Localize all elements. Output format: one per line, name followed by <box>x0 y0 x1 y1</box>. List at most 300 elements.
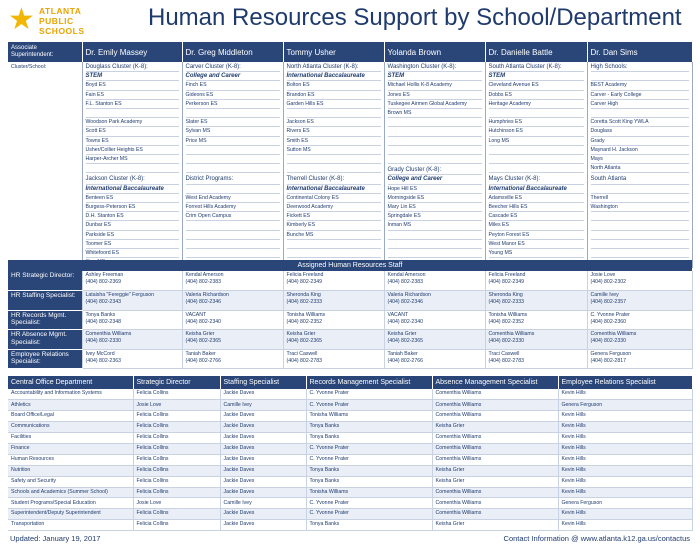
staff-phone: (404) 802-2369 <box>85 279 121 286</box>
staff-name: Comenthia Williams <box>85 331 132 337</box>
table-row <box>8 400 692 411</box>
cluster-program: College and Career <box>186 72 280 81</box>
school-name <box>186 240 280 249</box>
table-cell: Human Resources <box>8 454 133 465</box>
school-name: Dobbs ES <box>489 91 584 100</box>
school-name: Bunche MS <box>287 231 381 240</box>
cluster-block <box>591 63 689 173</box>
table-cell: Superintendent/Deputy Superintendent <box>8 509 133 520</box>
cluster-program <box>186 185 280 194</box>
cluster-name: South Atlanta <box>591 175 689 184</box>
school-name <box>591 109 689 118</box>
staff-contact <box>384 310 485 330</box>
cluster-program: STEM <box>388 72 482 81</box>
table-cell: Facilities <box>8 433 133 444</box>
table-cell: Kevin Hills <box>558 411 692 422</box>
table-cell: Comenthia Williams <box>432 389 558 400</box>
staff-phone: (404) 802-2383 <box>387 279 423 286</box>
table-cell: Kevin Hills <box>558 443 692 454</box>
staff-name: Felicia Freeland <box>488 272 526 278</box>
cluster-program: International Baccalaureate <box>86 185 179 194</box>
table-cell: Comenthia Williams <box>432 509 558 520</box>
updated-date: Updated: January 19, 2017 <box>10 534 101 543</box>
staff-name: Felicia Freeland <box>286 272 324 278</box>
staff-name: VACANT <box>185 311 207 318</box>
staff-name: Keisha Grier <box>185 331 215 337</box>
table-cell: Genera Ferguson <box>558 400 692 411</box>
superintendent-header-row <box>8 42 692 62</box>
table-cell: Felicia Collins <box>133 433 220 444</box>
school-name: Peyton Forest ES <box>489 231 584 240</box>
table-cell: Felicia Collins <box>133 520 220 531</box>
table-cell: Kevin Hills <box>558 509 692 520</box>
school-name <box>591 221 689 230</box>
table-cell: Felicia Collins <box>133 389 220 400</box>
staff-contact <box>384 291 485 311</box>
staff-name: Tonisha Williams <box>286 311 326 318</box>
staff-contact <box>587 330 692 350</box>
school-name: Inman MS <box>388 221 482 230</box>
table-cell: Jackie Daves <box>220 465 306 476</box>
staff-name: Tonya Banks <box>85 311 116 318</box>
superintendent-column <box>384 62 485 268</box>
staff-phone: (404) 802-2346 <box>387 299 423 306</box>
superintendent-name: Dr. Greg Middleton <box>182 42 283 62</box>
table-cell: Keisha Grier <box>432 476 558 487</box>
staff-phone: (404) 802-2346 <box>185 299 221 306</box>
table-cell: Kevin Hills <box>558 487 692 498</box>
school-name: BEST Academy <box>591 81 689 90</box>
school-name: Whitefoord ES <box>86 249 179 258</box>
staff-contact <box>485 271 587 291</box>
cluster-block <box>287 63 381 173</box>
school-name: Heritage Academy <box>489 100 584 109</box>
school-name <box>388 127 482 136</box>
staff-name: Comenthia Williams <box>590 331 637 337</box>
staff-contact <box>182 291 283 311</box>
staff-contact <box>182 349 283 369</box>
school-name: Deerwood Academy <box>287 203 381 212</box>
table-cell: Josie Love <box>133 400 220 411</box>
table-cell: Schools and Academics (Summer School) <box>8 487 133 498</box>
cluster-program: International Baccalaureate <box>287 72 381 81</box>
table-row <box>8 389 692 400</box>
school-name <box>287 240 381 249</box>
staff-phone: (404) 802-2352 <box>488 318 524 325</box>
central-column-header: Employee Relations Specialist <box>558 376 692 389</box>
school-name <box>388 249 482 258</box>
staff-contact <box>182 271 283 291</box>
school-name: F.L. Stanton ES <box>86 100 179 109</box>
school-name <box>388 231 482 240</box>
cluster-program <box>591 72 689 81</box>
superintendent-name: Dr. Dan Sims <box>587 42 692 62</box>
school-name: Carver High <box>591 100 689 109</box>
staff-phone: (404) 802-2333 <box>488 299 524 306</box>
school-name: Slater ES <box>186 118 280 127</box>
table-cell: Nutrition <box>8 465 133 476</box>
cluster-block <box>287 175 381 267</box>
table-cell: Felicia Collins <box>133 465 220 476</box>
cluster-label-text: Cluster/School: <box>11 64 47 70</box>
school-name <box>388 155 482 164</box>
staff-contact <box>485 291 587 311</box>
staff-name: Josie Love <box>590 272 616 278</box>
cluster-program: College and Career <box>388 175 482 184</box>
table-cell: Kevin Hills <box>558 422 692 433</box>
school-name: Cleveland Avenue ES <box>489 81 584 90</box>
school-name <box>591 249 689 258</box>
staff-phone: (404) 802-2383 <box>185 279 221 286</box>
table-cell: Comenthia Williams <box>432 454 558 465</box>
staff-phone: (404) 802-2333 <box>286 299 322 306</box>
table-row <box>8 454 692 465</box>
school-name <box>186 155 280 164</box>
cluster-name: Grady Cluster (K-8): <box>388 166 482 175</box>
superintendent-column <box>485 62 587 268</box>
superintendent-cluster-table <box>8 42 693 268</box>
staff-phone: (404) 802-2330 <box>488 338 524 345</box>
staff-contact <box>182 310 283 330</box>
star-icon: ★ <box>8 3 35 36</box>
school-name: Price MS <box>186 137 280 146</box>
staff-contact <box>587 271 692 291</box>
school-name: Forrest Hills Academy <box>186 203 280 212</box>
school-name: Grady <box>591 137 689 146</box>
staff-role-label: HR Strategic Director: <box>8 271 82 291</box>
staff-name: Valeria Richardson <box>185 292 229 298</box>
cluster-school-label <box>8 62 82 268</box>
cluster-program: STEM <box>489 72 584 81</box>
table-row <box>8 476 692 487</box>
table-cell: Comenthia Williams <box>432 400 558 411</box>
table-cell: Felicia Collins <box>133 443 220 454</box>
staff-phone: (404) 802-2365 <box>286 338 322 345</box>
cluster-block <box>489 175 584 267</box>
staff-name: Traci Caswell <box>286 350 318 357</box>
staff-name: Valeria Richardson <box>387 292 431 298</box>
staff-phone: (404) 802-2330 <box>590 338 626 345</box>
staff-contact <box>485 310 587 330</box>
school-name: Crim Open Campus <box>186 212 280 221</box>
central-column-header: Strategic Director <box>133 376 220 389</box>
school-name: Maynard H. Jackson <box>591 146 689 155</box>
school-name <box>388 137 482 146</box>
staff-name: Ivey McCord <box>85 350 115 357</box>
school-name: North Atlanta <box>591 164 689 173</box>
school-name: Parkside ES <box>86 231 179 240</box>
table-row <box>8 498 692 509</box>
staff-name: Tonisha Williams <box>488 311 528 318</box>
staff-phone: (404) 802-2783 <box>488 357 524 364</box>
staff-phone: (404) 802-2360 <box>590 318 626 325</box>
assigned-staff-title: Assigned Human Resources Staff <box>8 260 692 271</box>
school-name: Carver - Early College <box>591 91 689 100</box>
logo-line-1: ATLANTA <box>39 6 82 16</box>
staff-phone: (404) 802-2330 <box>85 338 121 345</box>
staff-contact <box>587 310 692 330</box>
associate-superintendent-label: Associate Superintendent: <box>8 42 82 62</box>
table-cell: Transportation <box>8 520 133 531</box>
school-name: Toomer ES <box>86 240 179 249</box>
staff-row <box>8 330 692 350</box>
school-name: Burgess-Peterson ES <box>86 203 179 212</box>
table-cell: C. Yvonne Prater <box>306 443 432 454</box>
staff-contact <box>384 349 485 369</box>
table-cell: Kevin Hills <box>558 433 692 444</box>
cluster-name: District Programs: <box>186 175 280 184</box>
cluster-name: Mays Cluster (K-8): <box>489 175 584 184</box>
staff-phone: (404) 802-2343 <box>85 299 121 306</box>
table-cell: C. Yvonne Prater <box>306 498 432 509</box>
central-column-header: Central Office Department <box>8 376 133 389</box>
staff-name: VACANT <box>387 311 409 318</box>
table-cell: Jackie Daves <box>220 422 306 433</box>
cluster-row-1 <box>8 62 692 268</box>
central-office-table <box>8 376 693 531</box>
cluster-name: Douglass Cluster (K-8): <box>86 63 179 72</box>
cluster-block <box>591 175 689 267</box>
school-name <box>287 109 381 118</box>
table-cell: Felicia Collins <box>133 411 220 422</box>
school-name: Washington <box>591 203 689 212</box>
superintendent-column <box>82 62 182 268</box>
table-cell: Finance <box>8 443 133 454</box>
table-cell: Athletics <box>8 400 133 411</box>
superintendent-name: Dr. Danielle Battle <box>485 42 587 62</box>
aps-logo <box>8 4 108 38</box>
school-name: Adamsville ES <box>489 194 584 203</box>
staff-phone: (404) 802-2766 <box>185 357 221 364</box>
staff-name: Ashley Freeman <box>85 272 124 278</box>
table-row <box>8 509 692 520</box>
cluster-block <box>388 166 482 258</box>
school-name: Humphries ES <box>489 118 584 127</box>
table-cell: Comenthia Williams <box>432 443 558 454</box>
staff-contact <box>82 310 182 330</box>
school-name: Sutton MS <box>287 146 381 155</box>
staff-phone: (404) 802-2817 <box>590 357 626 364</box>
school-name <box>287 155 381 164</box>
school-name: Perkerson ES <box>186 100 280 109</box>
cluster-block <box>388 63 482 164</box>
school-name: Towns ES <box>86 137 179 146</box>
cluster-block <box>86 63 179 173</box>
table-cell: Felicia Collins <box>133 454 220 465</box>
cluster-block <box>186 175 280 267</box>
staff-phone: (404) 802-2365 <box>185 338 221 345</box>
school-name <box>388 118 482 127</box>
staff-name: Taniah Baker <box>185 350 216 357</box>
school-name: Cascade ES <box>489 212 584 221</box>
superintendent-column <box>587 62 692 268</box>
school-name: West Manor ES <box>489 240 584 249</box>
table-cell: C. Yvonne Prater <box>306 454 432 465</box>
staff-name: Kendal Amerson <box>185 272 224 278</box>
school-name: Beecher Hills ES <box>489 203 584 212</box>
school-name <box>388 146 482 155</box>
table-cell: Accountability and Information Systems <box>8 389 133 400</box>
staff-row <box>8 271 692 291</box>
staff-contact <box>283 310 384 330</box>
staff-contact <box>587 291 692 311</box>
central-column-header: Records Management Specialist <box>306 376 432 389</box>
school-name: Springdale ES <box>388 212 482 221</box>
staff-name: Sheronda King <box>286 292 321 298</box>
cluster-block <box>86 175 179 267</box>
staff-name: C. Yvonne Prater <box>590 311 630 318</box>
school-name <box>186 109 280 118</box>
table-cell: Comenthia Williams <box>432 498 558 509</box>
school-name: Brandon ES <box>287 91 381 100</box>
cluster-name: Carver Cluster (K-8): <box>186 63 280 72</box>
school-name: Mary Lin ES <box>388 203 482 212</box>
staff-role-label: HR Staffing Specialist: <box>8 291 82 311</box>
staff-contact <box>283 330 384 350</box>
staff-phone: (404) 802-2349 <box>286 279 322 286</box>
page-title: Human Resources Support by School/Department <box>148 4 682 31</box>
school-name: Finch ES <box>186 81 280 90</box>
school-name: Therrell <box>591 194 689 203</box>
staff-role-label: Employee Relations Specialist: <box>8 349 82 369</box>
school-name: Fickett ES <box>287 212 381 221</box>
staff-phone: (404) 802-2365 <box>387 338 423 345</box>
table-cell: Tonya Banks <box>306 520 432 531</box>
cluster-name: Washington Cluster (K-8): <box>388 63 482 72</box>
school-name <box>591 231 689 240</box>
table-cell: Jackie Daves <box>220 520 306 531</box>
cluster-block <box>186 63 280 173</box>
cluster-program <box>591 185 689 194</box>
staff-name: Keisha Grier <box>387 331 417 337</box>
table-cell: C. Yvonne Prater <box>306 400 432 411</box>
table-cell: Felicia Collins <box>133 422 220 433</box>
school-name: Michael Hollis K-8 Academy <box>388 81 482 90</box>
school-name: Usher/Collier Heights ES <box>86 146 179 155</box>
school-name: Tuskegee Airmen Global Academy <box>388 100 482 109</box>
table-row <box>8 422 692 433</box>
table-cell: Tonya Banks <box>306 422 432 433</box>
staff-contact <box>384 271 485 291</box>
school-name <box>186 231 280 240</box>
table-cell: Jackie Daves <box>220 443 306 454</box>
cluster-name: High Schools: <box>591 63 689 72</box>
school-name <box>86 164 179 173</box>
cluster-program: International Baccalaureate <box>287 185 381 194</box>
cluster-name: North Atlanta Cluster (K-8): <box>287 63 381 72</box>
school-name <box>489 155 584 164</box>
staff-contact <box>587 349 692 369</box>
staff-phone: (404) 802-2783 <box>286 357 322 364</box>
school-name: Jones ES <box>388 91 482 100</box>
school-name <box>591 212 689 221</box>
table-cell: Keisha Grier <box>432 520 558 531</box>
school-name: Rivers ES <box>287 127 381 136</box>
school-name: Miles ES <box>489 221 584 230</box>
school-name: Sylvan MS <box>186 127 280 136</box>
table-cell: Communications <box>8 422 133 433</box>
table-cell: Felicia Collins <box>133 476 220 487</box>
table-cell: Jackie Daves <box>220 476 306 487</box>
logo-line-2: PUBLIC <box>39 16 74 26</box>
table-cell: Felicia Collins <box>133 487 220 498</box>
superintendent-name: Dr. Emily Massey <box>82 42 182 62</box>
table-cell: Camille Ivey <box>220 498 306 509</box>
table-cell: Genera Ferguson <box>558 498 692 509</box>
school-name: Smith ES <box>287 137 381 146</box>
table-cell: Kevin Hills <box>558 465 692 476</box>
school-name: Jackson ES <box>287 118 381 127</box>
logo-line-3: SCHOOLS <box>39 26 85 36</box>
school-name: Coretta Scott King YWLA <box>591 118 689 127</box>
cluster-name: Therrell Cluster (K-8): <box>287 175 381 184</box>
staff-contact <box>384 330 485 350</box>
school-name: Harper-Archer MS <box>86 155 179 164</box>
school-name: West End Academy <box>186 194 280 203</box>
staff-phone: (404) 802-2349 <box>488 279 524 286</box>
school-name <box>489 146 584 155</box>
school-name: Morningside ES <box>388 194 482 203</box>
school-name <box>489 109 584 118</box>
table-cell: Josie Love <box>133 498 220 509</box>
staff-contact <box>182 330 283 350</box>
table-cell: Kevin Hills <box>558 520 692 531</box>
staff-contact <box>82 271 182 291</box>
staff-phone: (404) 802-2352 <box>286 318 322 325</box>
table-cell: Tonisha Williams <box>306 411 432 422</box>
school-name: Woodson Park Academy <box>86 118 179 127</box>
school-name: Dunbar ES <box>86 221 179 230</box>
contact-info: Contact Information @ www.atlanta.k12.ga.us/contactus <box>503 534 690 543</box>
staff-phone: (404) 802-2340 <box>185 318 221 325</box>
table-cell: Student Programs/Special Education <box>8 498 133 509</box>
staff-contact <box>485 349 587 369</box>
table-cell: C. Yvonne Prater <box>306 389 432 400</box>
page-header <box>8 2 692 40</box>
table-cell: Kevin Hills <box>558 454 692 465</box>
staff-name: Comenthia Williams <box>488 331 535 337</box>
staff-role-label: HR Records Mgmt. Specialist: <box>8 310 82 330</box>
table-row <box>8 433 692 444</box>
school-name: Hutchinson ES <box>489 127 584 136</box>
table-cell: Tonya Banks <box>306 433 432 444</box>
table-row <box>8 465 692 476</box>
staff-contact <box>283 271 384 291</box>
table-cell: Kevin Hills <box>558 476 692 487</box>
school-name <box>287 249 381 258</box>
staff-phone: (404) 802-2302 <box>590 279 626 286</box>
central-column-header: Absence Management Specialist <box>432 376 558 389</box>
school-name: Fain ES <box>86 91 179 100</box>
table-cell: Jackie Daves <box>220 389 306 400</box>
cluster-name: Jackson Cluster (K-8): <box>86 175 179 184</box>
staff-name: Genera Ferguson <box>590 350 632 357</box>
staff-phone: (404) 802-2357 <box>590 299 626 306</box>
table-cell: Comenthia Williams <box>432 411 558 422</box>
staff-role-label: HR Absence Mgmt. Specialist: <box>8 330 82 350</box>
staff-name: Taniah Baker <box>387 350 418 357</box>
central-column-header: Staffing Specialist <box>220 376 306 389</box>
school-name: D.H. Stanton ES <box>86 212 179 221</box>
school-name: Scott ES <box>86 127 179 136</box>
table-cell: C. Yvonne Prater <box>306 509 432 520</box>
school-name: Long MS <box>489 137 584 146</box>
superintendent-name: Yolanda Brown <box>384 42 485 62</box>
cluster-program: STEM <box>86 72 179 81</box>
table-row <box>8 443 692 454</box>
table-cell: Camille Ivey <box>220 400 306 411</box>
table-cell: Comenthia Williams <box>432 487 558 498</box>
